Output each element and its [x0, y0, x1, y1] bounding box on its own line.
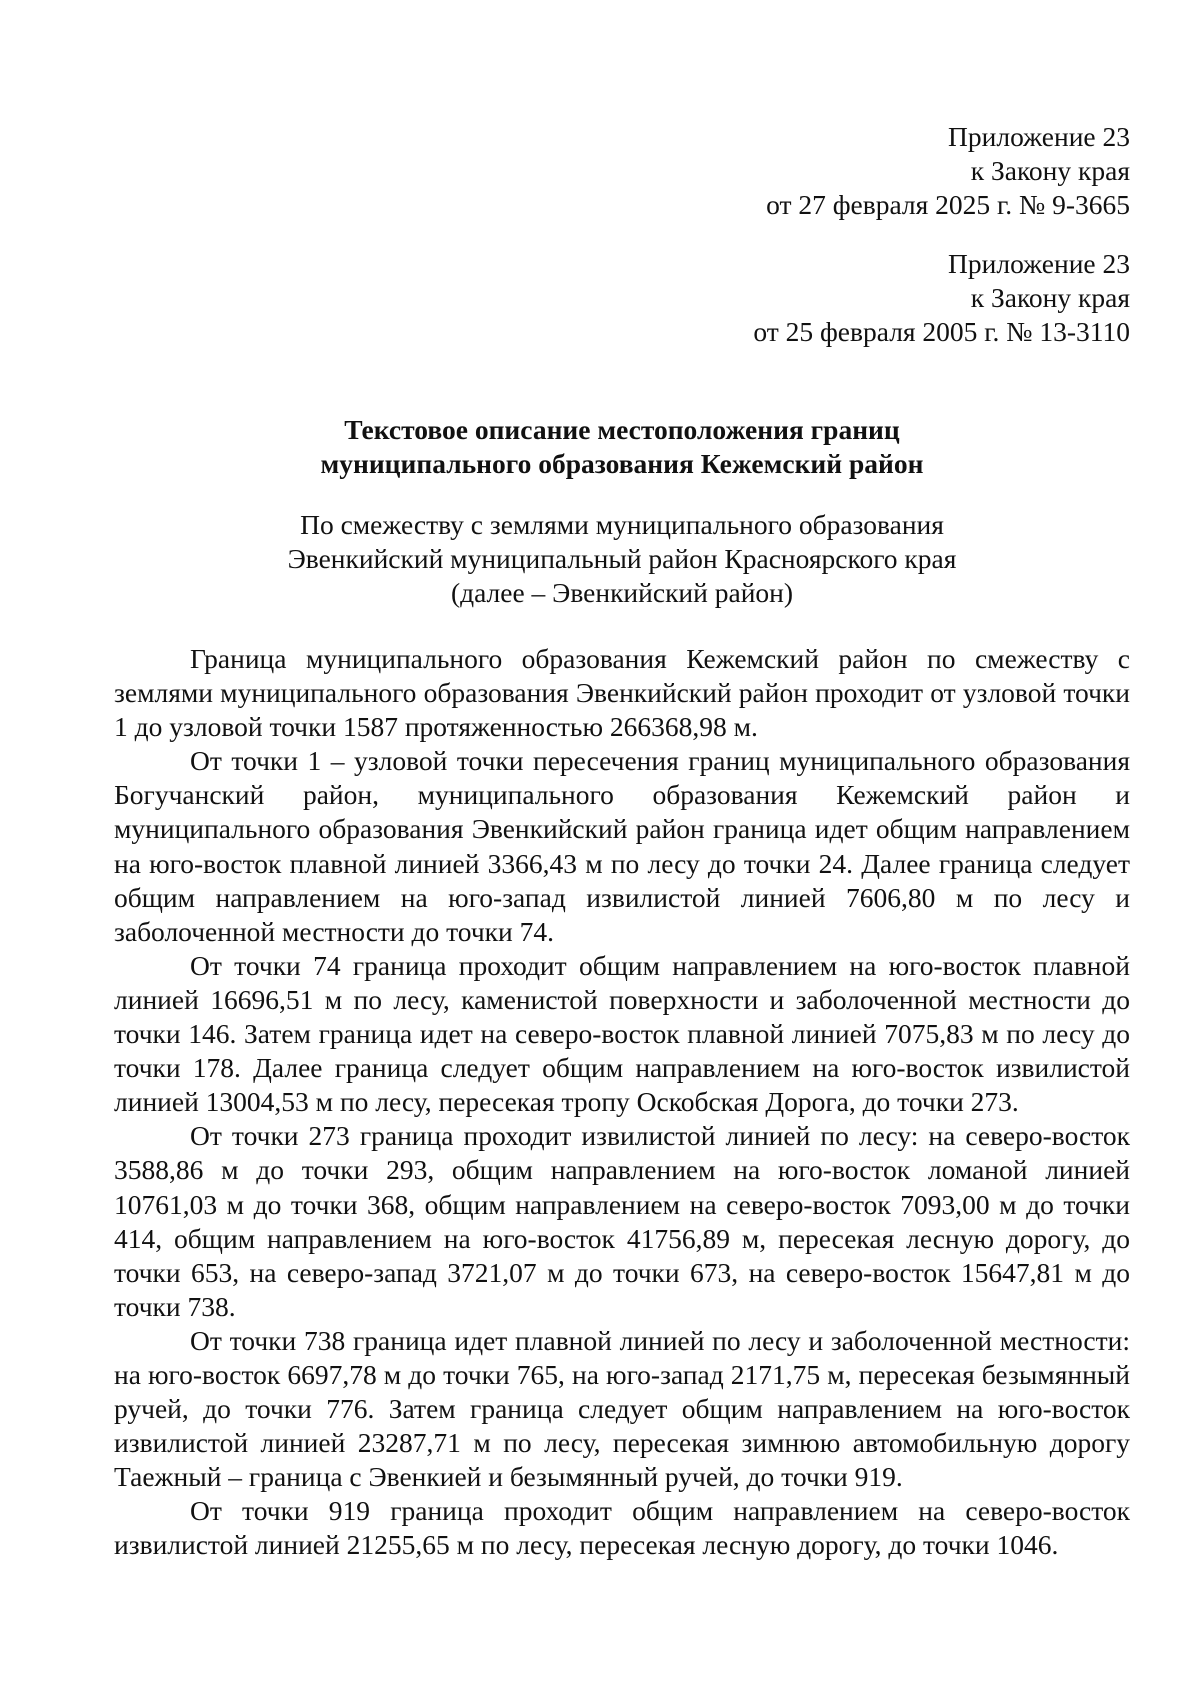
title-line: Текстовое описание местоположения границ	[344, 414, 900, 445]
section-heading-line: По смежеству с землями муниципального образования	[300, 509, 944, 540]
appendix-law-ref: к Закону края	[970, 282, 1130, 313]
appendix-header-2025	[766, 120, 1130, 222]
section-heading-line: (далее – Эвенкийский район)	[450, 577, 794, 608]
paragraph: От точки 919 граница проходит общим направлением на северо-восток извилистой линией 21255,65 м по лесу, пересекая лесную дорогу, до точки 1046.	[114, 1495, 1130, 1561]
appendix-law-date: от 27 февраля 2025 г. № 9-3665	[766, 189, 1130, 220]
appendix-header-2005	[753, 247, 1130, 349]
section-heading	[114, 508, 1130, 610]
document-title	[114, 413, 1130, 481]
paragraph: Граница муниципального образования Кежемский район по смежеству с землями муниципального образования Эвенкийский район проходит от узловой точки 1 до узловой точки 1587 протяженностью 266368,98 м.	[114, 643, 1130, 743]
appendix-number: Приложение 23	[948, 121, 1130, 152]
section-heading-line: Эвенкийский муниципальный район Красноярского края	[287, 543, 957, 574]
appendix-law-ref: к Закону края	[970, 155, 1130, 186]
appendix-number: Приложение 23	[948, 248, 1130, 279]
paragraph: От точки 1 – узловой точки пересечения границ муниципального образования Богучанский район, муниципального образования Кежемский район и муниципального образования Эвенкийский район граница идет общим направлением на юго-восток плавной линией 3366,43 м по лесу до точки 24. Далее граница следует общим направлением на юго-запад извилистой линией 7606,80 м по лесу и заболоченной местности до точки 74.	[114, 745, 1130, 947]
paragraph: От точки 273 граница проходит извилистой линией по лесу: на северо-восток 3588,86 м до точки 293, общим направлением на юго-восток ломаной линией 10761,03 м до точки 368, общим направлением на северо-восток 7093,00 м до точки 414, общим направлением на юго-восток 41756,89 м, пересекая лесную дорогу, до точки 653, на северо-запад 3721,07 м до точки 673, на северо-восток 15647,81 м до точки 738.	[114, 1120, 1130, 1322]
paragraph: От точки 74 граница проходит общим направлением на юго-восток плавной линией 16696,51 м по лесу, каменистой поверхности и заболоченной местности до точки 146. Затем граница идет на северо-восток плавной линией 7075,83 м по лесу до точки 178. Далее граница следует общим направлением на юго-восток извилистой линией 13004,53 м по лесу, пересекая тропу Оскобская Дорога, до точки 273.	[114, 949, 1130, 1118]
paragraph: От точки 738 граница идет плавной линией по лесу и заболоченной местности: на юго-восток 6697,78 м до точки 765, на юго-запад 2171,75 м, пересекая безымянный ручей, до точки 776. Затем граница следует общим направлением на юго-восток извилистой линией 23287,71 м по лесу, пересекая зимнюю автомобильную дорогу Таежный – граница с Эвенкией и безымянный ручей, до точки 919.	[114, 1324, 1130, 1493]
appendix-law-date: от 25 февраля 2005 г. № 13-3110	[753, 316, 1130, 347]
boundary-description	[114, 642, 1130, 1563]
title-line: муниципального образования Кежемский район	[320, 448, 924, 479]
